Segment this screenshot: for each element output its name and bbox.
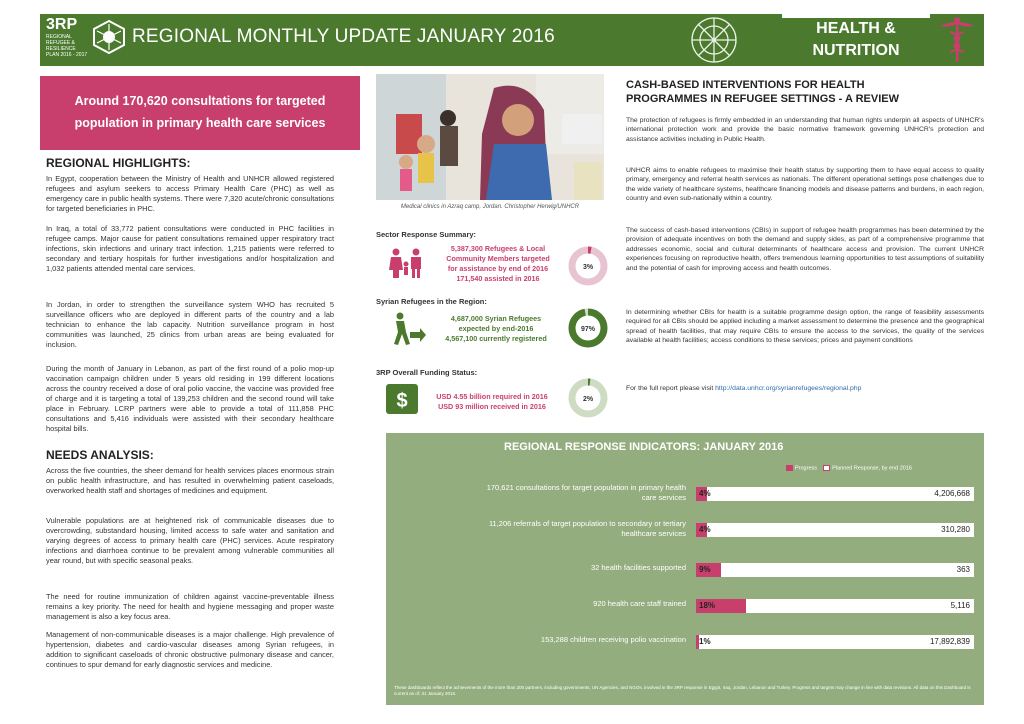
sector-summary-donut bbox=[566, 244, 610, 288]
indicator-label bbox=[386, 635, 686, 645]
funding-donut bbox=[566, 376, 610, 420]
indicator-percent: 1% bbox=[699, 637, 711, 646]
sector-summary-percent: 3% bbox=[582, 264, 594, 271]
legend-planned-label: Planned Response, by end 2016 bbox=[832, 465, 912, 472]
funding-percent: 2% bbox=[582, 396, 594, 403]
indicator-target: 4,206,668 bbox=[934, 489, 970, 498]
funding-label: 3RP Overall Funding Status: bbox=[376, 368, 478, 377]
regional-highlights-title: REGIONAL HIGHLIGHTS: bbox=[46, 156, 191, 170]
indicator-percent: 4% bbox=[699, 525, 711, 534]
sector-summary-line1: 5,387,300 Refugees & Local bbox=[450, 244, 546, 253]
sector-label bbox=[782, 18, 930, 66]
indicator-target: 17,892,839 bbox=[929, 637, 970, 646]
sector-label-box bbox=[782, 14, 930, 66]
sector-summary-line2: Community Members targeted bbox=[446, 254, 550, 263]
sector-summary-line4: 171,540 assisted in 2016 bbox=[456, 274, 540, 283]
indicator-bar bbox=[696, 563, 974, 577]
legend-progress-swatch bbox=[786, 465, 793, 471]
needs-analysis-title: NEEDS ANALYSIS: bbox=[46, 448, 154, 462]
syrian-refugees-label: Syrian Refugees in the Region: bbox=[376, 297, 487, 306]
indicator-target: 5,116 bbox=[950, 601, 970, 610]
cash-article-title-line2: PROGRAMMES IN REFUGEE SETTINGS - A REVIEW bbox=[626, 93, 899, 105]
cash-paragraph-3: The success of cash-based interventions (CBIs) in support of refugee health programmes has been determined by the provision of adequate incentives on both the demand and supply sides, as part of a comprehensive programme that addresses economic, social and cultural determinants of healthcare access and provision. The current UNHCR experiences focusing on reproductive health, offers tremendous learning opportunities to test assumptions of suitability and the potential of cash for improving access and health outcomes. bbox=[626, 227, 984, 272]
indicator-bar bbox=[696, 523, 974, 537]
needs-paragraph-2: Vulnerable populations are at heightened risk of communicable diseases due to overcrowding, substandard housing, limited access to safe water and sanitation and varying degrees of access to primary health care (PHC) services. Acute respiratory infections and diarrhoea continue to be prevalent among vulnerable communities all year round, but with specific seasonal peaks. bbox=[46, 516, 334, 565]
syrian-refugees-text bbox=[430, 314, 562, 344]
cash-paragraph-4: In determining whether CBIs for health is a suitable programme design option, the range of feasibility assessments required for all CBIs should be applied including a market assessment to determine the presence and the geographical spread of health facilities, that may require CBIs to ensure the access to the services, the quality of the services available at health facilities; access conditions to these services; prices and payment conditions bbox=[626, 309, 984, 345]
indicators-footnote: These dashboards reflect the achievements of the more than 200 partners, including governments, UN Agencies, and NGOs, involved in the 3RP response in Egypt, Iraq, Jordan, Lebanon and Turkey. Progress and targets may change in line with data revisions. All data on this Dashboard is current as of: 31 January 2016. bbox=[394, 685, 971, 696]
legend-planned-swatch bbox=[823, 465, 830, 471]
sector-summary-text bbox=[434, 244, 562, 284]
highlight-paragraph-egypt: In Egypt, cooperation between the Ministry of Health and UNHCR allowed registered refugees and asylum seekers to access Primary Health Care (PHC) as well as emergency care in public health systems. There were 7,320 acute/chronic consultations for targeted beneficiaries in PHC. bbox=[46, 174, 334, 213]
indicator-bar bbox=[696, 635, 974, 649]
needs-paragraph-1: Across the five countries, the sheer demand for health services places enormous strain on public health infrastructure, and has resulted in overwhelming patient caseloads, overworked health staff and shortages of medicines and equipment. bbox=[46, 466, 334, 495]
indicator-label bbox=[386, 483, 686, 503]
syrian-refugees-line2: expected by end-2016 bbox=[458, 324, 534, 333]
legend-progress-label: Progress bbox=[795, 465, 818, 472]
sector-summary-label: Sector Response Summary: bbox=[376, 230, 477, 239]
sector-summary-line3: for assistance by end of 2016 bbox=[447, 264, 549, 273]
funding-line2: USD 93 million received in 2016 bbox=[438, 402, 546, 411]
indicator-bar bbox=[696, 487, 974, 501]
syrian-refugees-percent: 97% bbox=[580, 326, 596, 333]
needs-paragraph-3: The need for routine immunization of children against vaccine-preventable illness remains a key priority. The need for health and hygiene messaging and proper waste management is also a key focus area. bbox=[46, 592, 334, 621]
indicator-percent: 9% bbox=[699, 565, 711, 574]
3rp-emblem-icon bbox=[92, 20, 126, 54]
funding-line1: USD 4.55 billion required in 2016 bbox=[436, 392, 548, 401]
key-highlight-text: Around 170,620 consultations for targeted population in primary health care services bbox=[74, 94, 326, 130]
cash-paragraph-2: UNHCR aims to enable refugees to maximise their health status by supporting them to have equal access to quality primary, emergency and referral health services as nationals. The different operational settings pose challenges due to the wide variety of healthcare systems, healthcare financing models and disease patterns and burdens, in each region, country and even sub-nationally within a country. bbox=[626, 167, 984, 203]
funding-text bbox=[424, 392, 560, 412]
report-link[interactable]: http://data.unhcr.org/syrianrefugees/regional.php bbox=[715, 385, 862, 392]
indicator-label bbox=[386, 599, 686, 609]
svg-text:$: $ bbox=[396, 390, 408, 412]
header-banner bbox=[40, 14, 984, 66]
indicator-label-line1: 170,621 consultations for target population in primary health bbox=[486, 483, 686, 492]
report-link-line bbox=[626, 384, 984, 393]
highlight-paragraph-jordan: In Jordan, in order to strengthen the surveillance system WHO has recruited 5 surveillance officers who are deployed in different parts of the country and a lab technician to enhance the lab capacity. Nutrition surveillance program in host communities was launched, 25 clinics from urban areas are being evaluated for inclusion. bbox=[46, 300, 334, 349]
caduceus-icon bbox=[930, 14, 984, 66]
response-indicators-panel bbox=[386, 433, 984, 705]
indicator-label-line1: 11,206 referrals of target population to secondary or tertiary bbox=[488, 519, 686, 528]
syrian-refugees-donut bbox=[566, 306, 610, 350]
highlight-paragraph-iraq: In Iraq, a total of 33,772 patient consultations were conducted in PHC facilities in refugee camps. Major cause for patient consultations remained upper respiratory tract infections, skin infections and urinary tract infection. 1,215 patients were referred to secondary and tertiary hospitals for further investigations and/or hospitalization and 1,032 patients attended mental care services. bbox=[46, 224, 334, 273]
indicators-legend bbox=[786, 465, 912, 471]
indicator-label-line1: 153,288 children receiving polio vaccination bbox=[540, 635, 686, 644]
decorative-pattern-icon bbox=[676, 14, 752, 66]
money-bag-icon bbox=[386, 384, 418, 414]
clinic-photo-illustration bbox=[376, 74, 604, 200]
indicator-bar bbox=[696, 599, 974, 613]
cash-article-title bbox=[626, 78, 976, 106]
family-icon bbox=[386, 248, 430, 278]
photo-caption: Medical clinics in Azraq camp, Jordan. Christopher Herwig/UNHCR bbox=[400, 204, 580, 210]
cash-paragraph-1: The protection of refugees is firmly embedded in an understanding that human rights underpin all aspects of UNHCR's international protection work and provide the basic normative framework governing UNHCR's protection and assistance activities including in Public Health. bbox=[626, 117, 984, 143]
cash-article-title-line1: CASH-BASED INTERVENTIONS FOR HEALTH bbox=[626, 79, 865, 91]
key-highlight-box bbox=[40, 76, 360, 150]
indicator-label bbox=[386, 519, 686, 539]
clinic-photo bbox=[376, 74, 604, 200]
indicator-label-line1: 32 health facilities supported bbox=[590, 563, 686, 572]
indicator-percent: 4% bbox=[699, 489, 711, 498]
indicator-label-line2: healthcare services bbox=[621, 529, 686, 538]
indicator-target: 310,280 bbox=[941, 525, 970, 534]
syrian-refugees-line3: 4,567,100 currently registered bbox=[445, 334, 547, 343]
sector-label-line2: NUTRITION bbox=[812, 42, 900, 59]
logo-subtext: REGIONAL REFUGEE & RESILIENCE PLAN 2016 - 2017 bbox=[46, 34, 88, 58]
walking-refugee-icon bbox=[386, 312, 426, 348]
indicator-target: 363 bbox=[956, 565, 970, 574]
indicators-title: REGIONAL RESPONSE INDICATORS: JANUARY 2016 bbox=[504, 441, 784, 453]
indicator-label-line1: 920 health care staff trained bbox=[593, 599, 686, 608]
logo-text: 3RP bbox=[46, 16, 78, 33]
indicator-percent: 18% bbox=[699, 601, 716, 610]
indicator-label-line2: care services bbox=[641, 493, 686, 502]
page-title: REGIONAL MONTHLY UPDATE JANUARY 2016 bbox=[132, 26, 555, 47]
highlight-paragraph-lebanon: During the month of January in Lebanon, as part of the first round of a polio mop-up vaccination campaign children under 5 years old residing in 199 different locations across the country received a dose of oral polio vaccine, the vaccine was provided free of charge and it is targeting a total of 139,253 children and the second round will take place in February. LCRP partners were able to provide a total of 111,858 PHC consultations and 5,416 individuals were assisted with their secondary healthcare hospital bills. bbox=[46, 364, 334, 433]
syrian-refugees-line1: 4,687,000 Syrian Refugees bbox=[450, 314, 542, 323]
indicator-label bbox=[386, 563, 686, 573]
needs-paragraph-4: Management of non-communicable diseases is a major challenge. High prevalence of hypertension, diabetes and cardio-vascular diseases among Syrian refugees, in addition to significant caseloads of chronic obstructive pulmonary disease and cancer, continues to spur demand for early diagnostic services and medicine. bbox=[46, 630, 334, 669]
report-text: For the full report please visit bbox=[626, 385, 714, 392]
sector-label-line1: HEALTH & bbox=[816, 20, 896, 37]
